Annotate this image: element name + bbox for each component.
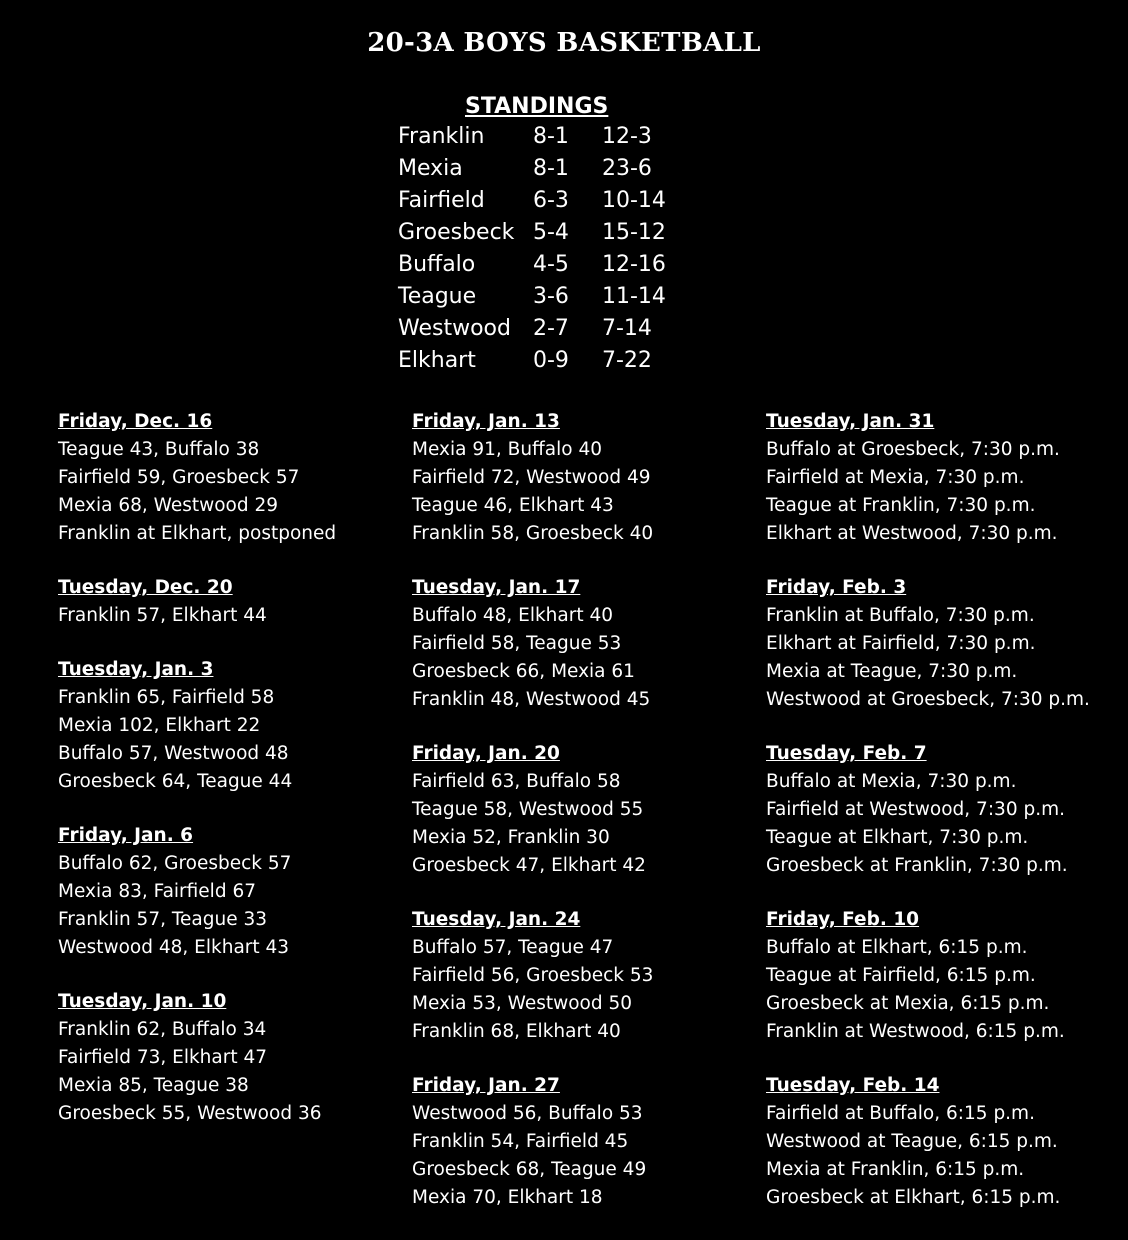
game-day <box>412 906 653 1046</box>
district-record: 5-4 <box>533 220 569 245</box>
standings-row <box>398 252 698 284</box>
game-date: Tuesday, Dec. 20 <box>58 577 233 598</box>
game-result: Teague at Franklin, 7:30 p.m. <box>766 495 1036 516</box>
game-result: Buffalo at Mexia, 7:30 p.m. <box>766 771 1017 792</box>
game-result: Fairfield at Westwood, 7:30 p.m. <box>766 799 1065 820</box>
game-result: Fairfield 59, Groesbeck 57 <box>58 467 300 488</box>
game-result: Mexia 70, Elkhart 18 <box>412 1187 603 1208</box>
game-date: Friday, Dec. 16 <box>58 411 213 432</box>
game-day <box>412 574 653 714</box>
game-day <box>58 408 336 548</box>
overall-record: 7-14 <box>602 316 652 341</box>
game-result: Elkhart at Westwood, 7:30 p.m. <box>766 523 1058 544</box>
game-date: Tuesday, Feb. 7 <box>766 743 927 764</box>
game-result: Teague at Fairfield, 6:15 p.m. <box>766 965 1036 986</box>
overall-record: 12-3 <box>602 124 652 149</box>
game-date: Friday, Feb. 3 <box>766 577 907 598</box>
game-result: Franklin 58, Groesbeck 40 <box>412 523 654 544</box>
game-result: Mexia at Franklin, 6:15 p.m. <box>766 1159 1025 1180</box>
game-date: Tuesday, Jan. 17 <box>412 577 581 598</box>
game-result: Fairfield 72, Westwood 49 <box>412 467 651 488</box>
game-result: Franklin 57, Elkhart 44 <box>58 605 267 626</box>
game-result: Westwood at Teague, 6:15 p.m. <box>766 1131 1058 1152</box>
game-date: Tuesday, Jan. 31 <box>766 411 935 432</box>
standings-row <box>398 156 698 188</box>
game-result: Mexia 68, Westwood 29 <box>58 495 279 516</box>
team-name: Westwood <box>398 316 511 341</box>
game-result: Mexia 83, Fairfield 67 <box>58 881 256 902</box>
game-result: Buffalo 62, Groesbeck 57 <box>58 853 292 874</box>
game-result: Westwood at Groesbeck, 7:30 p.m. <box>766 689 1090 710</box>
game-result: Mexia 102, Elkhart 22 <box>58 715 261 736</box>
game-day <box>766 740 1090 880</box>
game-result: Teague 58, Westwood 55 <box>412 799 644 820</box>
game-day <box>58 822 336 962</box>
game-result: Franklin 65, Fairfield 58 <box>58 687 275 708</box>
game-result: Groesbeck 64, Teague 44 <box>58 771 293 792</box>
game-result: Teague 43, Buffalo 38 <box>58 439 260 460</box>
standings-row <box>398 220 698 252</box>
district-record: 2-7 <box>533 316 569 341</box>
game-result: Franklin 48, Westwood 45 <box>412 689 651 710</box>
game-date: Tuesday, Jan. 10 <box>58 991 227 1012</box>
game-result: Fairfield at Mexia, 7:30 p.m. <box>766 467 1025 488</box>
game-result: Mexia 85, Teague 38 <box>58 1075 249 1096</box>
game-result: Franklin 54, Fairfield 45 <box>412 1131 629 1152</box>
game-day <box>766 574 1090 714</box>
game-day <box>412 1072 653 1212</box>
game-result: Elkhart at Fairfield, 7:30 p.m. <box>766 633 1036 654</box>
standings-heading: STANDINGS <box>465 94 609 119</box>
overall-record: 15-12 <box>602 220 666 245</box>
team-name: Groesbeck <box>398 220 515 245</box>
page-title: 20-3A BOYS BASKETBALL <box>367 28 761 58</box>
game-date: Tuesday, Jan. 24 <box>412 909 581 930</box>
team-name: Teague <box>398 284 477 309</box>
game-date: Friday, Jan. 20 <box>412 743 560 764</box>
game-day <box>766 408 1090 548</box>
overall-record: 23-6 <box>602 156 652 181</box>
game-date: Friday, Jan. 27 <box>412 1075 560 1096</box>
game-result: Buffalo 57, Westwood 48 <box>58 743 289 764</box>
game-day <box>58 574 336 630</box>
game-date: Tuesday, Jan. 3 <box>58 659 214 680</box>
game-day <box>412 740 653 880</box>
game-result: Westwood 56, Buffalo 53 <box>412 1103 643 1124</box>
game-day <box>412 408 653 548</box>
schedule-column <box>412 408 653 1238</box>
team-name: Mexia <box>398 156 463 181</box>
overall-record: 12-16 <box>602 252 666 277</box>
game-result: Mexia 91, Buffalo 40 <box>412 439 603 460</box>
game-day <box>766 1072 1090 1212</box>
standings-row <box>398 188 698 220</box>
game-result: Fairfield 56, Groesbeck 53 <box>412 965 654 986</box>
overall-record: 7-22 <box>602 348 652 373</box>
team-name: Franklin <box>398 124 485 149</box>
standings-row <box>398 348 698 380</box>
district-record: 8-1 <box>533 124 569 149</box>
game-result: Franklin 57, Teague 33 <box>58 909 268 930</box>
game-date: Tuesday, Feb. 14 <box>766 1075 940 1096</box>
game-day <box>58 656 336 796</box>
district-record: 0-9 <box>533 348 569 373</box>
standings-rows <box>398 124 698 380</box>
game-result: Buffalo at Groesbeck, 7:30 p.m. <box>766 439 1060 460</box>
game-result: Franklin 68, Elkhart 40 <box>412 1021 621 1042</box>
game-result: Franklin at Elkhart, postponed <box>58 523 337 544</box>
game-result: Groesbeck at Franklin, 7:30 p.m. <box>766 855 1068 876</box>
game-result: Franklin at Westwood, 6:15 p.m. <box>766 1021 1065 1042</box>
overall-record: 10-14 <box>602 188 666 213</box>
game-result: Groesbeck 66, Mexia 61 <box>412 661 635 682</box>
game-result: Buffalo at Elkhart, 6:15 p.m. <box>766 937 1028 958</box>
game-result: Groesbeck 47, Elkhart 42 <box>412 855 646 876</box>
game-result: Fairfield at Buffalo, 6:15 p.m. <box>766 1103 1035 1124</box>
standings-row <box>398 284 698 316</box>
game-date: Friday, Jan. 13 <box>412 411 560 432</box>
team-name: Elkhart <box>398 348 476 373</box>
overall-record: 11-14 <box>602 284 666 309</box>
game-date: Friday, Feb. 10 <box>766 909 920 930</box>
game-result: Groesbeck at Mexia, 6:15 p.m. <box>766 993 1050 1014</box>
district-record: 3-6 <box>533 284 569 309</box>
team-name: Buffalo <box>398 252 476 277</box>
game-result: Teague at Elkhart, 7:30 p.m. <box>766 827 1029 848</box>
game-result: Westwood 48, Elkhart 43 <box>58 937 290 958</box>
district-record: 4-5 <box>533 252 569 277</box>
standings-row <box>398 316 698 348</box>
standings-row <box>398 124 698 156</box>
game-result: Groesbeck at Elkhart, 6:15 p.m. <box>766 1187 1061 1208</box>
game-date: Friday, Jan. 6 <box>58 825 194 846</box>
game-result: Groesbeck 68, Teague 49 <box>412 1159 647 1180</box>
game-day <box>58 988 336 1128</box>
game-result: Franklin at Buffalo, 7:30 p.m. <box>766 605 1035 626</box>
game-result: Franklin 62, Buffalo 34 <box>58 1019 267 1040</box>
district-record: 8-1 <box>533 156 569 181</box>
district-record: 6-3 <box>533 188 569 213</box>
game-result: Fairfield 73, Elkhart 47 <box>58 1047 268 1068</box>
schedule-column <box>58 408 336 1154</box>
game-result: Mexia 53, Westwood 50 <box>412 993 633 1014</box>
game-result: Fairfield 58, Teague 53 <box>412 633 622 654</box>
game-day <box>766 906 1090 1046</box>
game-result: Buffalo 57, Teague 47 <box>412 937 614 958</box>
game-result: Groesbeck 55, Westwood 36 <box>58 1103 322 1124</box>
game-result: Buffalo 48, Elkhart 40 <box>412 605 614 626</box>
game-result: Fairfield 63, Buffalo 58 <box>412 771 621 792</box>
game-result: Mexia 52, Franklin 30 <box>412 827 610 848</box>
game-result: Mexia at Teague, 7:30 p.m. <box>766 661 1018 682</box>
game-result: Teague 46, Elkhart 43 <box>412 495 614 516</box>
team-name: Fairfield <box>398 188 485 213</box>
schedule-column <box>766 408 1090 1238</box>
